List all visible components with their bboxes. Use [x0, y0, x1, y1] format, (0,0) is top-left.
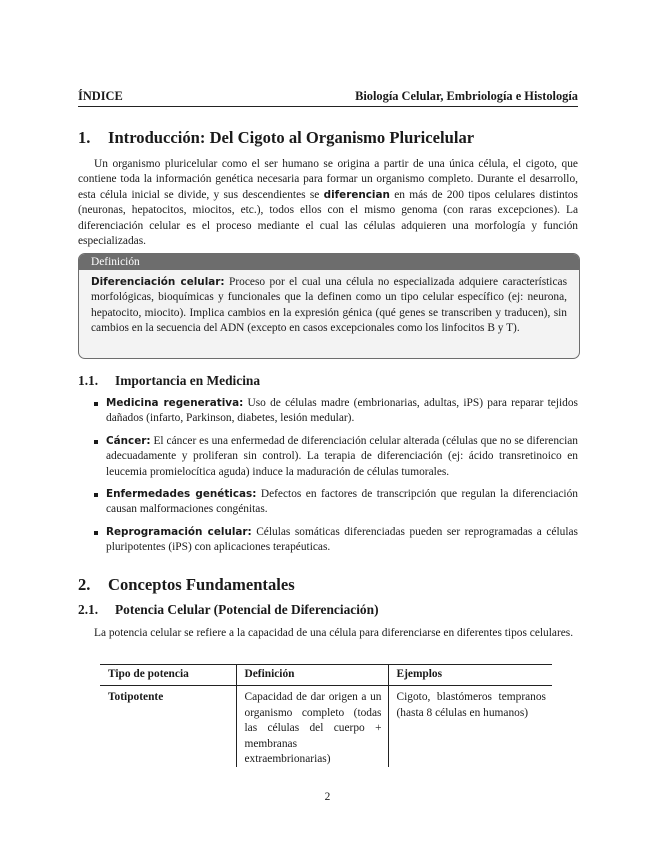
section-1-heading: [78, 128, 578, 148]
subsection-2-1-title: Potencia Celular (Potencial de Diferenciación): [115, 602, 379, 617]
section-2-heading: [78, 575, 578, 595]
header-right: Biología Celular, Embriología e Histología: [355, 89, 578, 103]
table-header-row: [100, 665, 552, 686]
potency-table: [100, 664, 552, 767]
list-item: [78, 525, 578, 556]
running-header: [78, 88, 578, 107]
subsection-2-1-intro: [78, 626, 578, 641]
definition-box: [78, 253, 580, 359]
list-item-text: El cáncer es una enfermedad de diferenciación celular alterada (células que no se diferencian adecuadamente y proliferan sin control). La terapia de diferenciación (ej: ácido transretinoico en leucemia promielocítica aguda) induce la maduración de células tumorales.: [106, 434, 578, 478]
section-1-title: Introducción: Del Cigoto al Organismo Pluricelular: [108, 128, 475, 147]
intro-text-before: Un organismo pluricelular como el ser humano se origina a partir de una única célula, el cigoto, que contiene toda la información genética necesaria para formar un organismo completo. Durante el desarrollo, esta célula inicial se divide, y sus descendientes se: [78, 158, 578, 201]
list-item-text: Defectos en factores de transcripción que regulan la diferenciación causan malformaciones congénitas.: [106, 488, 578, 516]
medicine-importance-list: [78, 396, 578, 563]
section-2-number: 2.: [78, 575, 91, 594]
subsection-2-1-heading: [78, 602, 578, 618]
table-header-definition: Definición: [236, 665, 388, 686]
table-header-examples: Ejemplos: [388, 665, 552, 686]
potency-intro-text: La potencia celular se refiere a la capacidad de una célula para diferenciarse en diferentes tipos celulares.: [94, 627, 574, 639]
section-1-intro: [78, 157, 578, 249]
list-item: [78, 434, 578, 480]
definition-box-title: Definición: [79, 254, 579, 270]
intro-bold-term: diferencian: [323, 188, 390, 201]
definition-box-body: [79, 270, 579, 337]
bullet-icon: [94, 531, 98, 535]
bullet-icon: [94, 440, 98, 444]
header-left: ÍNDICE: [78, 89, 123, 103]
bullet-icon: [94, 402, 98, 406]
definition-term: Diferenciación celular:: [91, 276, 225, 288]
subsection-2-1-number: 2.1.: [78, 602, 99, 617]
intro-text-after: en más de 200 tipos celulares distintos (neuronas, hepatocitos, miocitos, etc.), todos ellos con el mismo genoma (con raras excepciones). La diferenciación celular es el proceso mediante el cual las células adquieren una morfología y función especializadas.: [78, 188, 578, 248]
bullet-icon: [94, 493, 98, 497]
list-item-term: Cáncer:: [106, 434, 151, 447]
table-cell-type: Totipotente: [108, 691, 164, 704]
definition-text: Proceso por el cual una célula no especializada adquiere características morfológicas, bioquímicas y funcionales que la definen como un tipo celular específico (ej: neurona, hepatocito, miocito). Implica cambios en la expresión génica (qué genes se transcriben y traducen), sin cambios en la secuencia del ADN (excepto en casos excepcionales como los linfocitos B y T).: [91, 276, 568, 335]
list-item: [78, 396, 578, 427]
table-cell-examples: Cigoto, blastómeros tempranos (hasta 8 células en humanos): [388, 686, 552, 768]
subsection-1-1-number: 1.1.: [78, 373, 99, 388]
table-header-type: Tipo de potencia: [100, 665, 236, 686]
subsection-1-1-title: Importancia en Medicina: [115, 373, 261, 388]
section-1-number: 1.: [78, 128, 91, 147]
list-item: [78, 487, 578, 518]
list-item-term: Medicina regenerativa:: [106, 397, 244, 409]
section-2-title: Conceptos Fundamentales: [108, 575, 295, 594]
table-cell-definition: Capacidad de dar origen a un organismo completo (todas las células del cuerpo + membranas extraembrionarias): [236, 686, 388, 768]
list-item-term: Reprogramación celular:: [106, 525, 252, 538]
subsection-1-1-heading: [78, 373, 578, 389]
list-item-term: Enfermedades genéticas:: [106, 488, 257, 501]
list-item-text: Uso de células madre (embrionarias, adultas, iPS) para reparar tejidos dañados (infarto, Parkinson, diabetes, lesión medular).: [106, 397, 578, 425]
table-row: [100, 686, 552, 768]
page-number: 2: [324, 791, 331, 803]
list-item-text: Células somáticas diferenciadas pueden ser reprogramadas a células pluripotentes (iPS) con aplicaciones terapéuticas.: [106, 525, 578, 554]
